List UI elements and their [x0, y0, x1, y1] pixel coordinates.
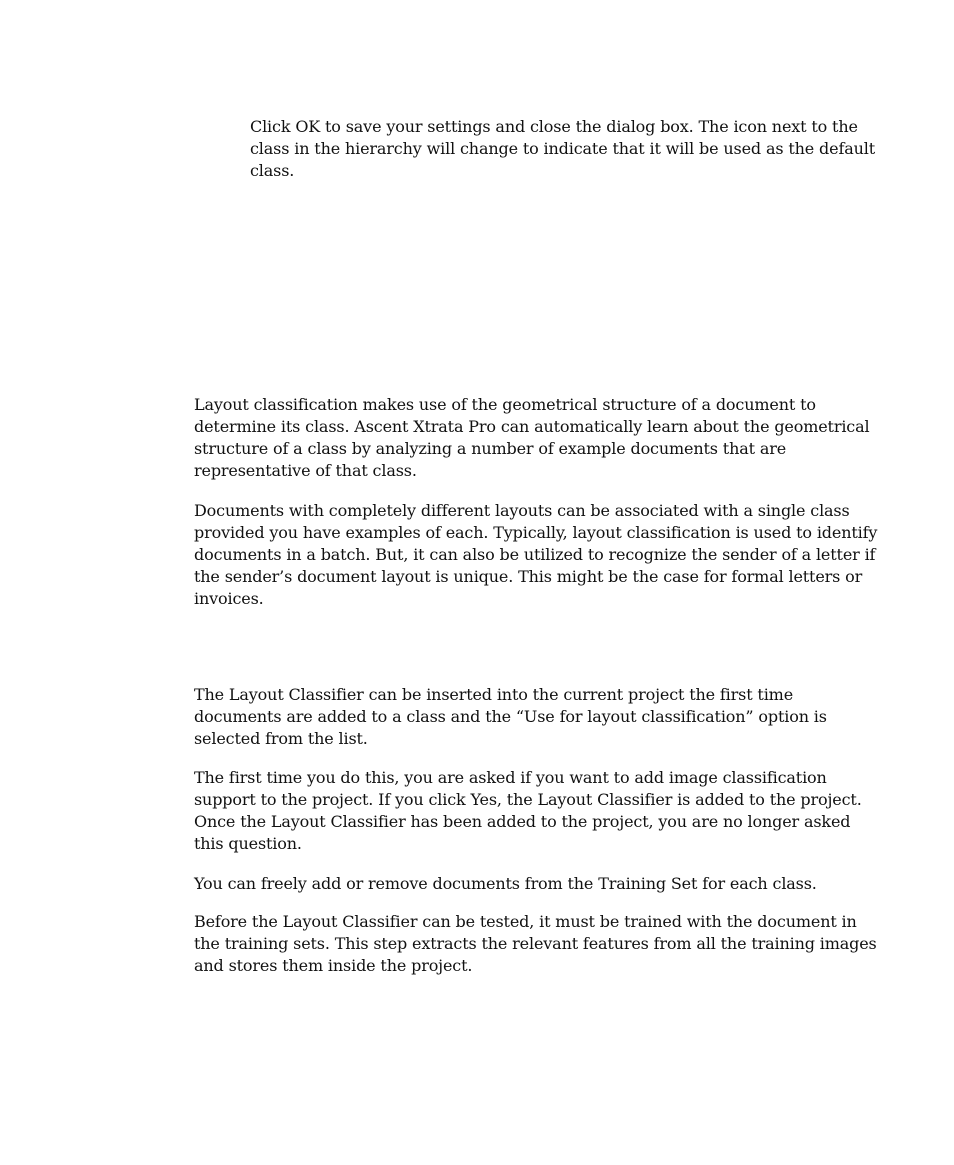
- layout-examples-paragraph: Documents with completely different layouts can be associated with a single class provided you have examples of each. Typically, layout classification is used to identify documents in a batch. But, it can also be utilized to recognize the sender of a letter if the sender’s document layout is unique. This might be the case for formal letters or invoices.: [194, 501, 878, 608]
- layout-classification-paragraph: Layout classification makes use of the geometrical structure of a document to determine its class. Ascent Xtrata Pro can automatically learn about the geometrical structure of a class by analyzing a number of example documents that are representative of that class.: [194, 395, 870, 480]
- training-paragraph: Before the Layout Classifier can be tested, it must be trained with the document in the training sets. This step extracts the relevant features from all the training images and stores them inside the project.: [194, 912, 877, 975]
- training-set-paragraph: You can freely add or remove documents from the Training Set for each class.: [194, 874, 817, 893]
- classifier-insert-paragraph: The Layout Classifier can be inserted into the current project the first time documents are added to a class and the “Use for layout classification” option is selected from the list.: [194, 685, 827, 748]
- step-paragraph: Click OK to save your settings and close the dialog box. The icon next to the class in the hierarchy will change to indicate that it will be used as the default class.: [250, 117, 876, 180]
- classifier-first-time-paragraph: The first time you do this, you are asked if you want to add image classification support to the project. If you click Yes, the Layout Classifier is added to the project. Once the Layout Classifier has been added to the project, you are no longer asked this question.: [194, 768, 862, 853]
